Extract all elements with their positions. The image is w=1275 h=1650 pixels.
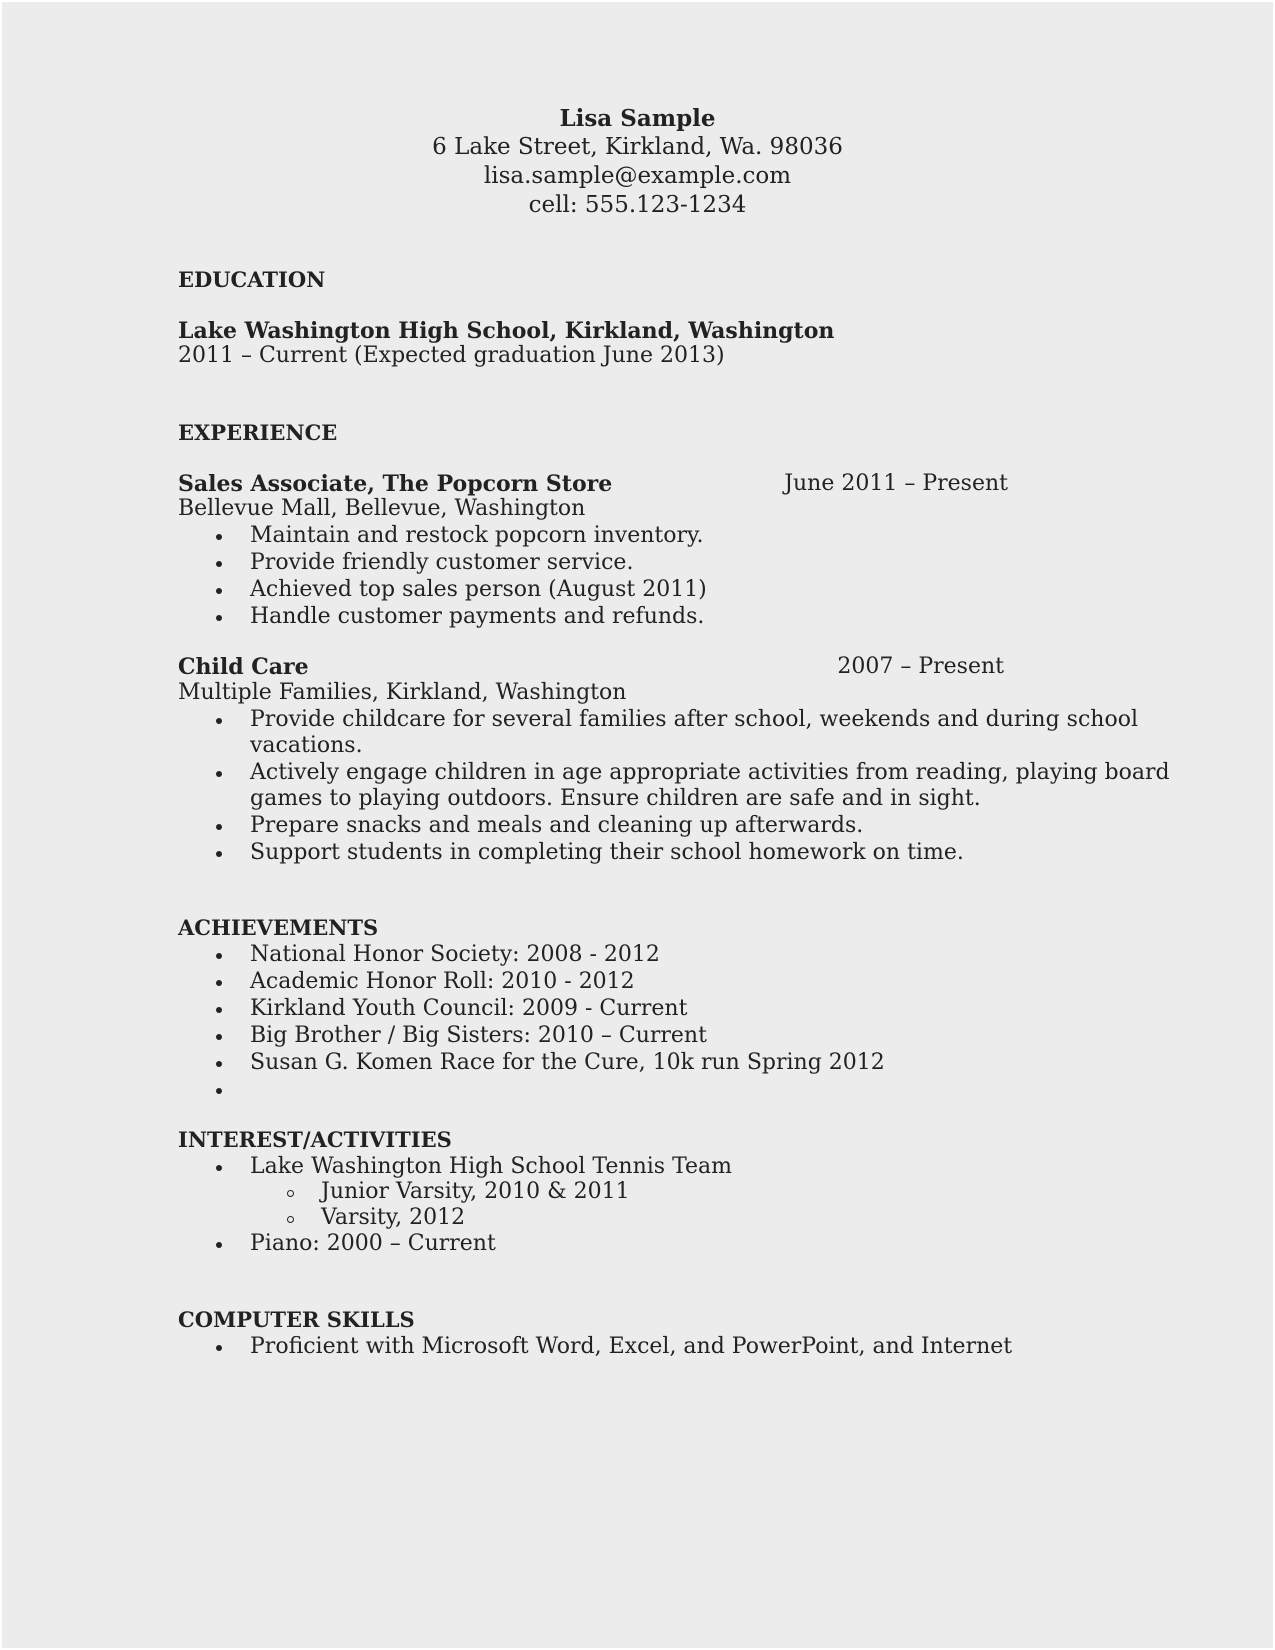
job-title: Sales Associate, The Popcorn Store [178, 471, 613, 497]
achievements-heading: ACHIEVEMENTS [178, 915, 379, 940]
interests-heading: INTEREST/ACTIVITIES [178, 1127, 452, 1152]
bullet-icon [216, 1242, 222, 1248]
candidate-name: Lisa Sample [559, 105, 716, 132]
job-dates: June 2011 – Present [784, 471, 1008, 496]
bullet-icon [216, 851, 222, 857]
bullet-icon [216, 1034, 222, 1040]
bullet-icon [216, 561, 222, 567]
sub-bullet-icon [287, 1190, 294, 1197]
skills-heading: COMPUTER SKILLS [178, 1307, 415, 1332]
phone-line: cell: 555.123-1234 [528, 192, 747, 218]
bullet-icon [216, 588, 222, 594]
list-item: Lake Washington High School Tennis Team [250, 1154, 733, 1179]
bullet-icon [216, 980, 222, 986]
list-item: Support students in completing their school homework on time. [250, 840, 964, 865]
sub-bullet-icon [287, 1216, 294, 1223]
list-item-continuation: games to playing outdoors. Ensure children are safe and in sight. [250, 786, 981, 811]
list-item: Maintain and restock popcorn inventory. [250, 523, 704, 548]
job-location: Bellevue Mall, Bellevue, Washington [178, 496, 586, 521]
school-dates: 2011 – Current (Expected graduation June 2013) [178, 343, 725, 368]
bullet-icon [216, 1061, 222, 1067]
bullet-icon [216, 718, 222, 724]
list-item: Piano: 2000 – Current [250, 1231, 496, 1256]
list-item: Big Brother / Big Sisters: 2010 – Current [250, 1023, 707, 1048]
list-item: Proficient with Microsoft Word, Excel, and PowerPoint, and Internet [250, 1334, 1013, 1359]
bullet-icon [216, 824, 222, 830]
job-location: Multiple Families, Kirkland, Washington [178, 680, 627, 705]
list-item: Handle customer payments and refunds. [250, 604, 705, 629]
bullet-icon [216, 1007, 222, 1013]
list-item: Actively engage children in age appropriate activities from reading, playing board [250, 760, 1170, 785]
list-item: Academic Honor Roll: 2010 - 2012 [250, 969, 635, 994]
job-title: Child Care [178, 654, 309, 680]
resume-page [2, 2, 1273, 1648]
bullet-icon [216, 534, 222, 540]
bullet-icon [216, 615, 222, 621]
bullet-icon [216, 1088, 222, 1094]
list-item: Prepare snacks and meals and cleaning up afterwards. [250, 813, 864, 838]
bullet-icon [216, 1345, 222, 1351]
bullet-icon [216, 953, 222, 959]
email-line: lisa.sample@example.com [483, 163, 792, 189]
resume-header [2, 104, 1273, 220]
list-item: Provide friendly customer service. [250, 550, 634, 575]
sub-list-item: Varsity, 2012 [321, 1205, 466, 1230]
school-name: Lake Washington High School, Kirkland, Washington [178, 318, 835, 344]
address-line: 6 Lake Street, Kirkland, Wa. 98036 [432, 134, 843, 160]
list-item: Achieved top sales person (August 2011) [250, 577, 707, 602]
list-item-continuation: vacations. [250, 733, 363, 758]
experience-heading: EXPERIENCE [178, 420, 338, 445]
list-item: Susan G. Komen Race for the Cure, 10k run Spring 2012 [250, 1050, 885, 1075]
bullet-icon [216, 771, 222, 777]
sub-list-item: Junior Varsity, 2010 & 2011 [321, 1179, 630, 1204]
list-item: Provide childcare for several families after school, weekends and during school [250, 707, 1138, 732]
job-dates: 2007 – Present [837, 654, 1004, 679]
list-item: National Honor Society: 2008 - 2012 [250, 942, 660, 967]
bullet-icon [216, 1165, 222, 1171]
education-heading: EDUCATION [178, 267, 326, 292]
list-item: Kirkland Youth Council: 2009 - Current [250, 996, 688, 1021]
